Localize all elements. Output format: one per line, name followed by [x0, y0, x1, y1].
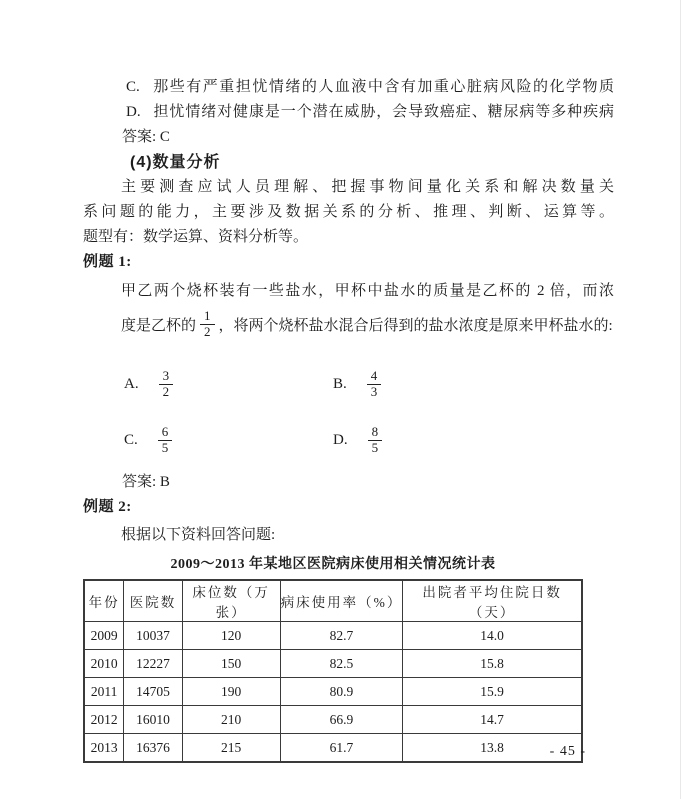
fraction-denominator: 3 [367, 384, 382, 400]
cell-hospitals: 14705 [124, 678, 182, 706]
table-row [84, 706, 582, 734]
col-header-year: 年份 [84, 580, 124, 622]
cell-year: 2011 [84, 678, 124, 706]
option-c [124, 425, 333, 456]
table-title: 2009～2013 年某地区医院病床使用相关情况统计表 [170, 557, 496, 572]
hospital-beds-statistics-table [83, 579, 583, 763]
table-row [84, 622, 582, 650]
option-b-label: B. [333, 375, 347, 392]
fraction-numerator: 6 [161, 423, 169, 439]
option-a-label: A. [124, 375, 139, 392]
example2-heading: 例题 2: [83, 499, 132, 515]
paragraph-line: 主要测查应试人员理解、把握事物间量化关系和解决数量关 [121, 179, 614, 195]
answer-line-prev: 答案: C [122, 129, 170, 145]
cell-usage-rate: 82.7 [280, 622, 403, 650]
fraction-one-half [200, 309, 215, 340]
paragraph-line: 题型有：数学运算、资料分析等。 [83, 229, 309, 245]
cell-avg-stay: 15.9 [403, 678, 582, 706]
cell-beds: 190 [182, 678, 280, 706]
example2-intro: 根据以下资料回答问题: [121, 527, 276, 543]
cell-beds: 210 [182, 706, 280, 734]
option-line-d [126, 100, 614, 125]
option-a [124, 369, 333, 400]
cell-beds: 150 [182, 650, 280, 678]
options-row-1 [124, 366, 614, 402]
cell-hospitals: 12227 [124, 650, 182, 678]
example1-heading: 例题 1: [83, 254, 132, 270]
cell-avg-stay: 15.8 [403, 650, 582, 678]
table-row [84, 678, 582, 706]
cell-hospitals: 10037 [124, 622, 182, 650]
option-line-c [126, 75, 614, 100]
option-d [333, 425, 542, 456]
cell-year: 2013 [84, 734, 124, 763]
options-row-2 [124, 422, 614, 458]
option-c-label: C. [126, 79, 140, 95]
cell-usage-rate: 80.9 [280, 678, 403, 706]
table-row [84, 650, 582, 678]
option-d-fraction [368, 425, 383, 456]
option-d-text: 担忧情绪对健康是一个潜在威胁，会导致癌症、糖尿病等多种疾病 [152, 104, 614, 120]
cell-year: 2012 [84, 706, 124, 734]
fraction-numerator: 4 [370, 367, 378, 383]
cell-beds: 215 [182, 734, 280, 763]
question-line-1: 甲乙两个烧杯装有一些盐水，甲杯中盐水的质量是乙杯的 2 倍，而浓 [121, 283, 614, 299]
question-line-2-suffix: ，将两个烧杯盐水混合后得到的盐水浓度是原来甲杯盐水的: [218, 317, 613, 334]
option-b [333, 369, 542, 400]
table-row [84, 734, 582, 763]
option-d-label: D. [126, 104, 141, 120]
option-c-label: C. [124, 431, 138, 448]
fraction-numerator: 1 [204, 307, 211, 323]
cell-hospitals: 16376 [124, 734, 182, 763]
cell-avg-stay: 14.0 [403, 622, 582, 650]
table-header-row [84, 580, 582, 622]
paragraph-line: 系问题的能力，主要涉及数据关系的分析、推理、判断、运算等。 [83, 204, 614, 220]
col-header-usage-rate: 病床使用率（%） [280, 580, 403, 622]
option-b-fraction [367, 369, 382, 400]
col-header-avg-stay: 出院者平均住院日数（天） [403, 580, 582, 622]
section-heading: (4)数量分析 [130, 154, 221, 171]
cell-avg-stay: 14.7 [403, 706, 582, 734]
question-line-2-prefix: 度是乙杯的 [121, 317, 197, 334]
fraction-denominator: 5 [368, 440, 383, 456]
fraction-numerator: 3 [162, 367, 170, 383]
fraction-numerator: 8 [371, 423, 379, 439]
option-a-fraction [159, 369, 174, 400]
col-header-hospitals: 医院数 [124, 580, 182, 622]
question-line-2 [83, 304, 614, 344]
cell-beds: 120 [182, 622, 280, 650]
cell-year: 2010 [84, 650, 124, 678]
option-c-fraction [158, 425, 173, 456]
cell-hospitals: 16010 [124, 706, 182, 734]
col-header-beds: 床位数（万张） [182, 580, 280, 622]
cell-usage-rate: 82.5 [280, 650, 403, 678]
fraction-denominator: 2 [200, 324, 215, 340]
option-d-label: D. [333, 431, 348, 448]
option-c-text: 那些有严重担忧情绪的人血液中含有加重心脏病风险的化学物质 [151, 79, 614, 95]
answer-line-example1: 答案: B [122, 474, 170, 490]
page-number: - 45 - [549, 744, 586, 759]
cell-usage-rate: 61.7 [280, 734, 403, 763]
cell-usage-rate: 66.9 [280, 706, 403, 734]
cell-avg-stay: 13.8 [403, 734, 582, 763]
fraction-denominator: 5 [158, 440, 173, 456]
cell-year: 2009 [84, 622, 124, 650]
fraction-denominator: 2 [159, 384, 174, 400]
